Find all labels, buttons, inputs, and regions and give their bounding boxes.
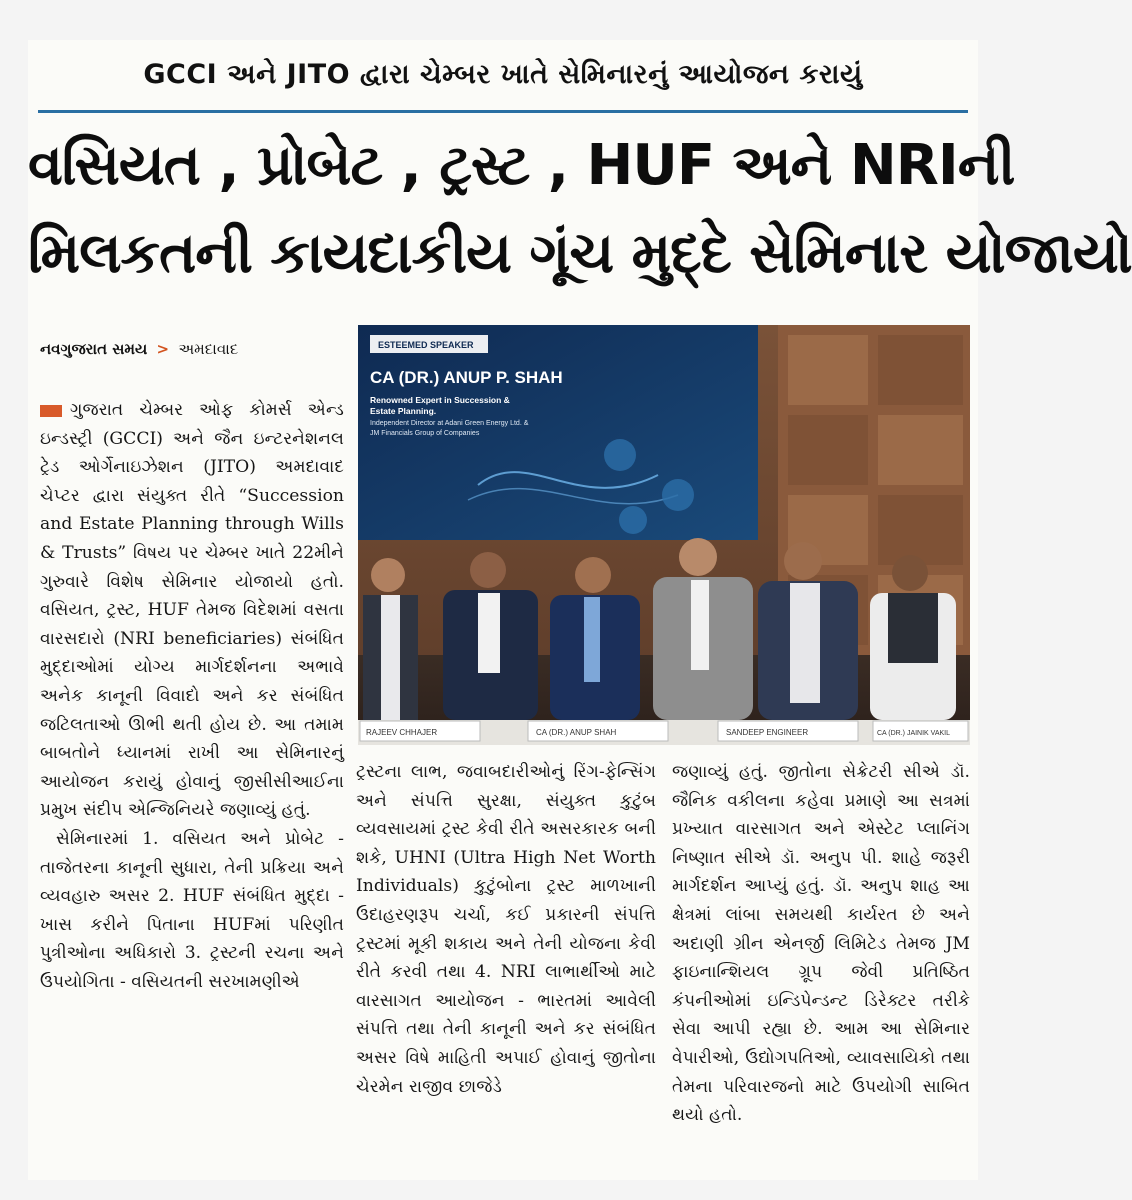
document-icon	[619, 506, 647, 534]
placard-1: RAJEEV CHHAJER	[366, 728, 438, 737]
speaker-line-2: Estate Planning.	[370, 406, 437, 416]
article-text: ગુજરાત ચેમ્બર ઓફ કોમર્સ એન્ડ ઇન્ડસ્ટ્રી (GCCI) અને જૈન ઇન્ટરનેશનલ ટ્રેડ ઓર્ગેનાઇઝેશન (JITO) અમદાવાદ ચેપ્ટર દ્વારા સંયુક્ત રીતે “Succession and Estate Planning through Wills & Trusts” વિષય પર ચેમ્બર ખાતે 22મીને ગુરુવારે વિશેષ સેમિનાર યોજાયો હતો. વસિયત, ટ્રસ્ટ, HUF તેમજ વિદેશમાં વસતા વારસદારો (NRI beneficiaries) સંબંધિત મુદ્દાઓમાં યોગ્ય માર્ગદર્શનના અભાવે અનેક કાનૂની વિવાદો અને કર સંબંધિત જટિલતાઓ ઊભી થતી હોય છે. આ તમામ બાબતોને ધ્યાનમાં રાખી આ સેમિનારનું આયોજન કરાયું હોવાનું જીસીસીઆઈના પ્રમુખ સંદીપ એન્જિનિયરે જણાવ્યું હતું.	[40, 400, 344, 821]
placard-2: CA (DR.) ANUP SHAH	[536, 728, 617, 737]
article-column-2	[356, 758, 656, 1101]
newspaper-clipping	[28, 40, 1132, 1180]
headline-line-1: વસિયત , પ્રોબેટ , ટ્રસ્ટ , HUF અને NRIની	[28, 133, 1015, 198]
article-paragraph: સેમિનારમાં 1. વસિયત અને પ્રોબેટ - તાજેતરના કાનૂની સુધારા, તેની પ્રક્રિયા અને વ્યવહારુ અસર 2. HUF સંબંધિત મુદ્દા - ખાસ કરીને પિતાના HUFમાં પરિણીત પુત્રીઓના અધિકારો 3. ટ્રસ્ટની રચના અને ઉપયોગિતા - વસિયતની સરખામણીએ	[40, 828, 344, 992]
article-column-3	[672, 758, 970, 1130]
speaker-line-1: Renowned Expert in Succession &	[370, 395, 510, 405]
main-headline	[28, 122, 1132, 298]
dateline	[40, 340, 238, 358]
kicker-headline: GCCI અને JITO દ્વારા ચેમ્બર ખાતે સેમિનારનું આયોજન કરાયું	[143, 59, 863, 90]
event-photo-illustration	[358, 325, 970, 745]
placard-4: CA (DR.) JAINIK VAKIL	[877, 730, 950, 737]
headline-rule	[38, 110, 968, 113]
speaker-name: CA (DR.) ANUP P. SHAH	[370, 368, 563, 387]
paragraph-marker	[40, 405, 62, 417]
headline-line-2: મિલકતની કાયદાકીય ગૂંચ મુદ્દે સેમિનાર યોજાયો	[28, 221, 1132, 286]
speaker-line-3: Independent Director at Adani Green Energy Ltd. &	[370, 420, 529, 427]
dateline-source: નવગુજરાત સમય	[40, 340, 148, 358]
placard-3: SANDEEP ENGINEER	[726, 728, 809, 737]
checklist-icon	[604, 439, 636, 471]
screen-tag: ESTEEMED SPEAKER	[378, 340, 474, 350]
article-paragraph: જણાવ્યું હતું. જીતોના સેક્રેટરી સીએ ડૉ. જૈનિક વકીલના કહેવા પ્રમાણે આ સત્રમાં પ્રખ્યાત વારસાગત અને એસ્ટેટ પ્લાનિંગ નિષ્ણાત સીએ ડૉ. અનુપ પી. શાહે જરૂરી માર્ગદર્શન આપ્યું હતું. ડૉ. અનુપ શાહ આ ક્ષેત્રમાં લાંબા સમયથી કાર્યરત છે અને અદાણી ગ્રીન એનર્જી લિમિટેડ તેમજ JM ફાઇનાન્શિયલ ગ્રૂપ જેવી પ્રતિષ્ઠિત કંપનીઓમાં ઇન્ડિપેન્ડન્ટ ડિરેક્ટર તરીકે સેવા આપી રહ્યા છે. આમ આ સેમિનાર વેપારીઓ, ઉદ્યોગપતિઓ, વ્યાવસાયિકો તથા તેમના પરિવારજનો માટે ઉપયોગી સાબિત થયો હતો.	[672, 762, 970, 1126]
event-photo	[358, 325, 970, 745]
dateline-separator: >	[156, 340, 170, 358]
presentation-screen	[358, 325, 758, 540]
article-paragraph	[40, 396, 344, 825]
article-column-1	[40, 396, 344, 996]
name-placards	[360, 721, 968, 741]
speaker-line-4: JM Financials Group of Companies	[370, 430, 480, 437]
coins-icon	[662, 479, 694, 511]
article-paragraph: ટ્રસ્ટના લાભ, જવાબદારીઓનું રિંગ-ફેન્સિંગ અને સંપત્તિ સુરક્ષા, સંયુક્ત કુટુંબ વ્યવસાયમાં ટ્રસ્ટ કેવી રીતે અસરકારક બની શકે, UHNI (Ultra High Net Worth Individuals) કુટુંબોના ટ્રસ્ટ માળખાની ઉદાહરણરૂપ ચર્ચા, કઈ પ્રકારની સંપત્તિ ટ્રસ્ટમાં મૂકી શકાય અને તેની યોજના કેવી રીતે કરવી તથા 4. NRI લાભાર્થીઓ માટે વારસાગત આયોજન - ભારતમાં આવેલી સંપત્તિ તથા તેની કાનૂની અને કર સંબંધિત અસર વિષે માહિતી અપાઈ હોવાનું જીતોના ચેરમેન રાજીવ છાજેડે	[356, 762, 656, 1097]
dateline-city: અમદાવાદ	[178, 340, 239, 358]
